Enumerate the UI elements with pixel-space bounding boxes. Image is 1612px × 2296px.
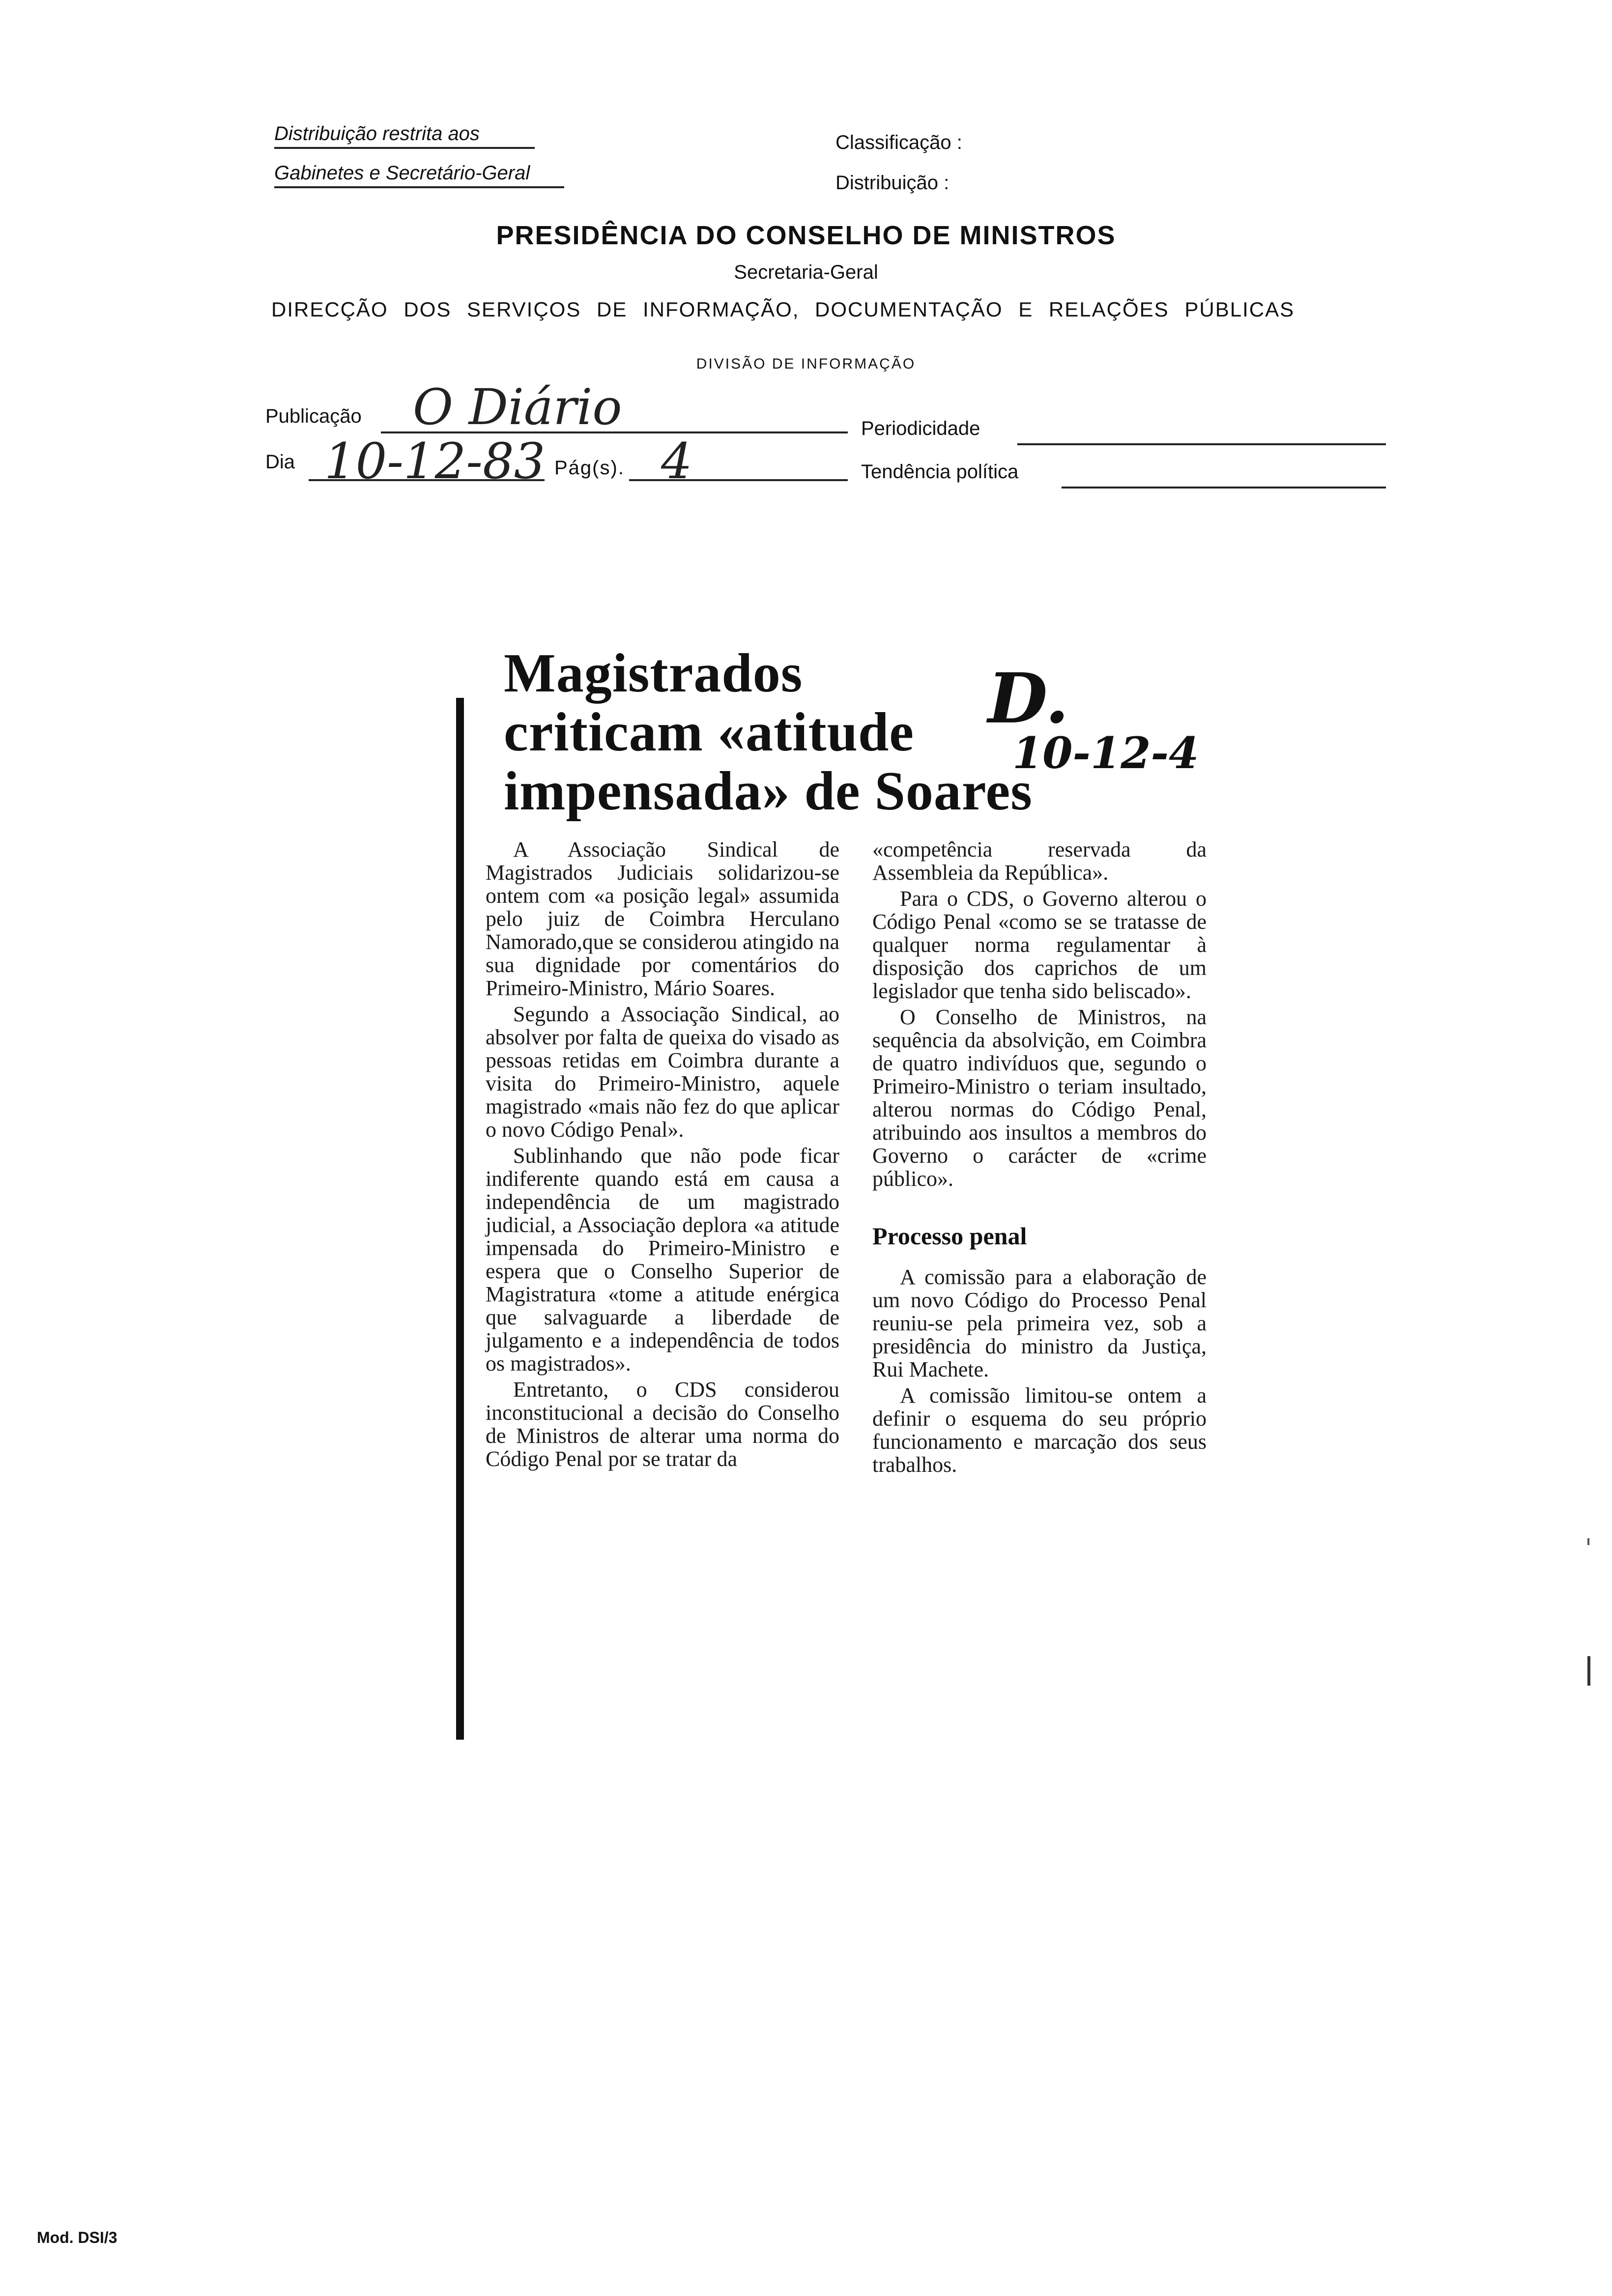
article-paragraph: A comissão para a elaboração de um novo Código do Processo Penal reuniu-se pela primeira vez, sob a presidência do ministro da Justiça, Rui Machete.	[872, 1265, 1207, 1381]
handwritten-note-d: D.	[988, 659, 1069, 739]
article-paragraph: O Conselho de Ministros, na sequência da absolvição, em Coimbra de quatro indivíduos que, segundo o Primeiro-Ministro o teriam insultado, alterou normas do Código Penal, atribuindo aos insultos a membros do Governo o carácter de «crime público».	[872, 1005, 1207, 1191]
pages-handwritten-value: 4	[661, 432, 692, 490]
article-paragraph: Sublinhando que não pode ficar indiferente quando está em causa a independência de um magistrado judicial, a Associação deplora «a atitude impensada do Primeiro-Ministro e espera que o Conselho Superior de Magistratura «tome a atitude enérgica que salvaguarde a liberdade de julgamento e a independência de todos os magistrados».	[486, 1144, 839, 1376]
pages-label: Pág(s).	[554, 457, 625, 479]
article-paragraph: «competência reservada da Assembleia da República».	[872, 837, 1207, 885]
periodicity-line	[1017, 443, 1386, 445]
day-handwritten-value: 10-12-83	[324, 432, 546, 490]
distribution-restricted-line2: Gabinetes e Secretário-Geral	[274, 162, 564, 188]
article-subheading: Processo penal	[872, 1222, 1027, 1250]
page-subtitle: Secretaria-Geral	[734, 261, 878, 283]
classification-label: Classificação :	[835, 132, 962, 153]
article-paragraph: Segundo a Associação Sindical, ao absolver por falta de queixa do visado as pessoas retidas em Coimbra durante a visita do Primeiro-Ministro, aquele magistrado «mais não fez do que aplicar o novo Código Penal».	[486, 1002, 839, 1142]
publication-handwritten-value: O Diário	[413, 378, 622, 436]
tendency-label: Tendência política	[861, 461, 1019, 483]
day-label: Dia	[265, 451, 295, 473]
publication-label: Publicação	[265, 405, 362, 427]
periodicity-label: Periodicidade	[861, 418, 980, 439]
headline-line-1: Magistrados	[504, 643, 803, 704]
article-paragraph: Para o CDS, o Governo alterou o Código Penal «como se se tratasse de qualquer norma regulamentar à disposição dos caprichos de um legislador que tenha sido beliscado».	[872, 887, 1207, 1003]
article-paragraph: A comissão limitou-se ontem a definir o esquema do seu próprio funcionamento e marcação dos seus trabalhos.	[872, 1383, 1207, 1477]
page-title: PRESIDÊNCIA DO CONSELHO DE MINISTROS	[496, 221, 1116, 250]
model-code: Mod. DSI/3	[37, 2229, 117, 2246]
article-right-column	[872, 838, 1207, 1479]
division-line: DIVISÃO DE INFORMAÇÃO	[696, 356, 916, 372]
article-paragraph: Entretanto, o CDS considerou inconstitucional a decisão do Conselho de Ministros de alterar uma norma do Código Penal por se tratar da	[486, 1378, 839, 1471]
scan-mark	[1587, 1538, 1589, 1545]
distribution-restricted-line1: Distribuição restrita aos	[274, 123, 535, 149]
article-paragraph: A Associação Sindical de Magistrados Judiciais solidarizou-se ontem com «a posição legal» assumida pelo juiz de Coimbra Herculano Namorado,que se considerou atingido na sua dignidade por comentários do Primeiro-Ministro, Mário Soares.	[486, 837, 839, 1000]
scan-mark	[1587, 1656, 1590, 1686]
clipping-edge-bar	[456, 698, 464, 1740]
headline-line-3: impensada» de Soares	[504, 761, 1033, 822]
article-left-column	[486, 838, 839, 1473]
distribution-label: Distribuição :	[835, 172, 950, 194]
headline-line-2: criticam «atitude	[504, 702, 914, 763]
directorate-line: DIRECÇÃO DOS SERVIÇOS DE INFORMAÇÃO, DOCUMENTAÇÃO E RELAÇÕES PÚBLICAS	[271, 298, 1295, 321]
tendency-line	[1062, 487, 1386, 488]
handwritten-note-date: 10-12-4	[1012, 727, 1199, 778]
